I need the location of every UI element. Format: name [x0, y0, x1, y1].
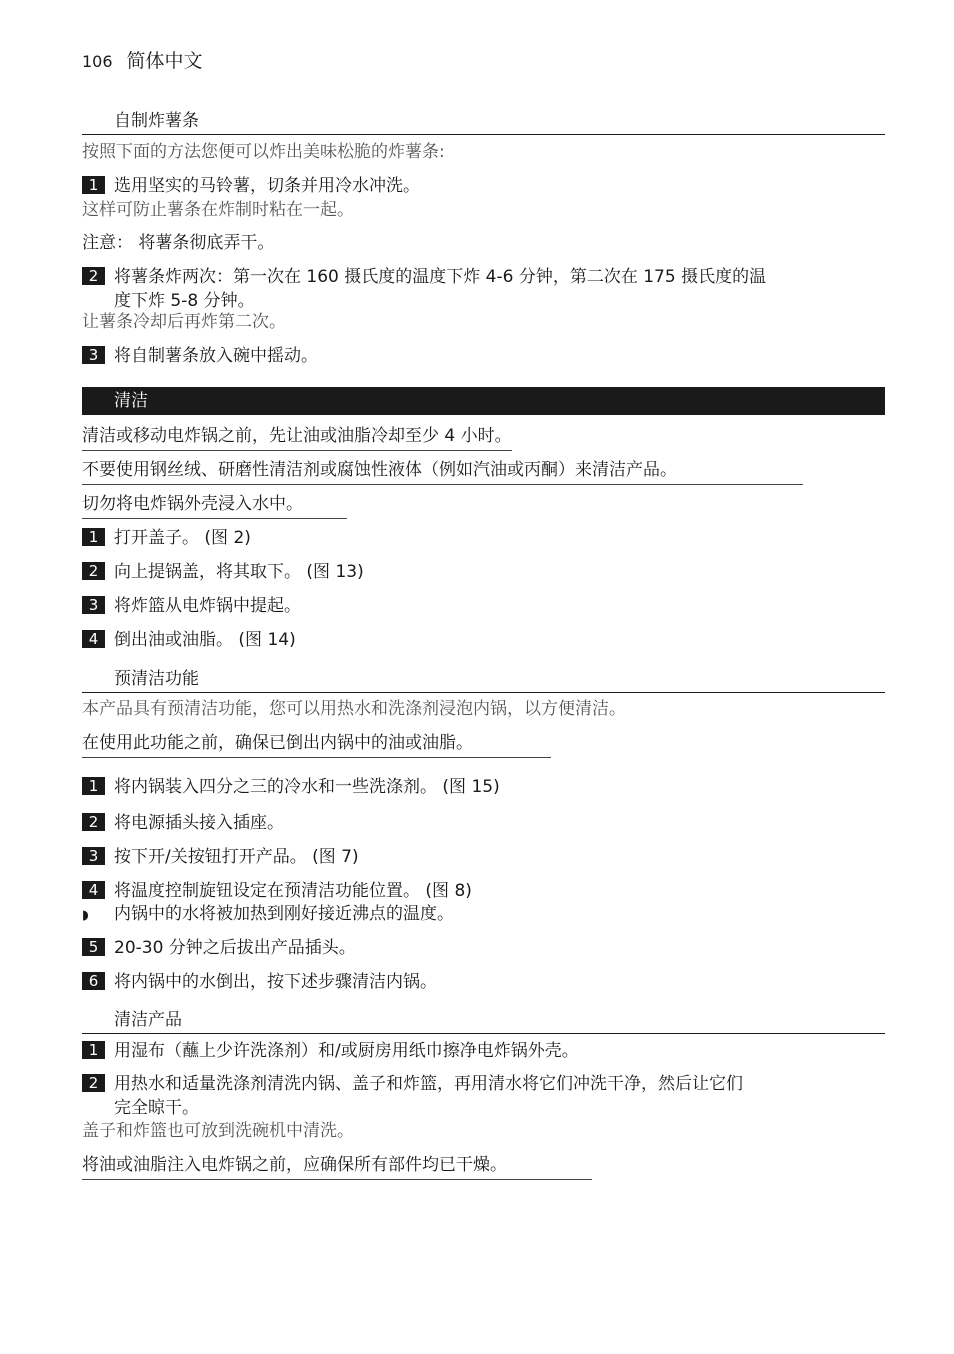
step-text: 将温度控制旋钮设定在预清洁功能位置。 (图 8) [114, 881, 472, 901]
step-number: 2 [82, 813, 105, 831]
fries-step-1 [82, 174, 420, 198]
clean-product-warning: 将油或油脂注入电炸锅之前，应确保所有部件均已干燥。 [82, 1153, 592, 1180]
step-text: 将炸篮从电炸锅中提起。 [114, 596, 301, 616]
step-number: 4 [82, 881, 105, 899]
fries-step-2-note: 让薯条冷却后再炸第二次。 [82, 312, 286, 332]
step-text: 按下开/关按钮打开产品。 (图 7) [114, 847, 359, 867]
page-number: 106 [82, 52, 113, 71]
step-number: 2 [82, 267, 105, 285]
step-text: 将薯条炸两次：第一次在 160 摄氏度的温度下炸 4-6 分钟，第二次在 175 摄氏度的温 [114, 267, 767, 287]
fries-intro: 按照下面的方法您便可以炸出美味松脆的炸薯条: [82, 142, 445, 162]
fries-step-2 [82, 265, 766, 289]
fries-step-2-continued: 度下炸 5-8 分钟。 [114, 291, 255, 311]
step-text: 倒出油或油脂。 (图 14) [114, 630, 296, 650]
clean-product-step-2-continued: 完全晾干。 [114, 1098, 199, 1118]
cleaning-step-2 [82, 560, 364, 584]
preclean-step-1 [82, 775, 500, 799]
cleaning-warning-3: 切勿将电炸锅外壳浸入水中。 [82, 492, 347, 519]
cleaning-step-4 [82, 628, 296, 652]
cleaning-warning-2: 不要使用钢丝绒、研磨性清洁剂或腐蚀性液体（例如汽油或丙酮）来清洁产品。 [82, 458, 803, 485]
step-text: 将内锅中的水倒出，按下述步骤清洁内锅。 [114, 972, 437, 992]
fries-step-1-note: 这样可防止薯条在炸制时粘在一起。 [82, 200, 354, 220]
preclean-step-5 [82, 936, 356, 960]
fries-step-3 [82, 344, 318, 368]
bullet-text: 内锅中的水将被加热到刚好接近沸点的温度。 [114, 904, 454, 924]
preclean-step-2 [82, 811, 284, 835]
section-title-clean-product: 清洁产品 [82, 1005, 885, 1034]
page-header [82, 46, 203, 73]
step-text: 将自制薯条放入碗中摇动。 [114, 346, 318, 366]
clean-product-step-1 [82, 1039, 579, 1063]
clean-product-step-2 [82, 1072, 743, 1096]
step-text: 将内锅装入四分之三的冷水和一些洗涤剂。 (图 15) [114, 777, 500, 797]
cleaning-warning-1: 清洁或移动电炸锅之前，先让油或油脂冷却至少 4 小时。 [82, 424, 512, 451]
step-number: 5 [82, 938, 105, 956]
section-title-homemade-fries: 自制炸薯条 [82, 106, 885, 135]
step-number: 1 [82, 777, 105, 795]
step-text: 打开盖子。 (图 2) [114, 528, 251, 548]
step-number: 6 [82, 972, 105, 990]
step-number: 1 [82, 176, 105, 194]
step-number: 1 [82, 528, 105, 546]
step-text: 选用坚实的马铃薯，切条并用冷水冲洗。 [114, 176, 420, 196]
page-language: 简体中文 [126, 50, 203, 72]
preclean-warning: 在使用此功能之前，确保已倒出内锅中的油或油脂。 [82, 731, 551, 758]
step-number: 1 [82, 1041, 105, 1059]
cleaning-step-1 [82, 526, 251, 550]
step-number: 3 [82, 346, 105, 364]
clean-product-step-2-note: 盖子和炸篮也可放到洗碗机中清洗。 [82, 1121, 354, 1141]
section-title-cleaning: 清洁 [82, 387, 885, 415]
step-text: 20-30 分钟之后拔出产品插头。 [114, 938, 356, 958]
step-number: 3 [82, 847, 105, 865]
preclean-step-3 [82, 845, 359, 869]
bullet-arrow-icon: ◗ [82, 908, 89, 923]
step-number: 2 [82, 562, 105, 580]
step-text: 用湿布（蘸上少许洗涤剂）和/或厨房用纸巾擦净电炸锅外壳。 [114, 1041, 579, 1061]
cleaning-step-3 [82, 594, 301, 618]
fries-attention: 注意： 将薯条彻底弄干。 [82, 233, 275, 253]
preclean-step-6 [82, 970, 437, 994]
step-number: 3 [82, 596, 105, 614]
step-number: 4 [82, 630, 105, 648]
preclean-step-4-result [82, 902, 454, 928]
preclean-step-4 [82, 879, 472, 903]
step-number: 2 [82, 1074, 105, 1092]
step-text: 用热水和适量洗涤剂清洗内锅、盖子和炸篮，再用清水将它们冲洗干净，然后让它们 [114, 1074, 743, 1094]
section-title-preclean: 预清洁功能 [82, 664, 885, 693]
step-text: 向上提锅盖，将其取下。 (图 13) [114, 562, 364, 582]
preclean-intro: 本产品具有预清洁功能，您可以用热水和洗涤剂浸泡内锅，以方便清洁。 [82, 699, 626, 719]
step-text: 将电源插头接入插座。 [114, 813, 284, 833]
